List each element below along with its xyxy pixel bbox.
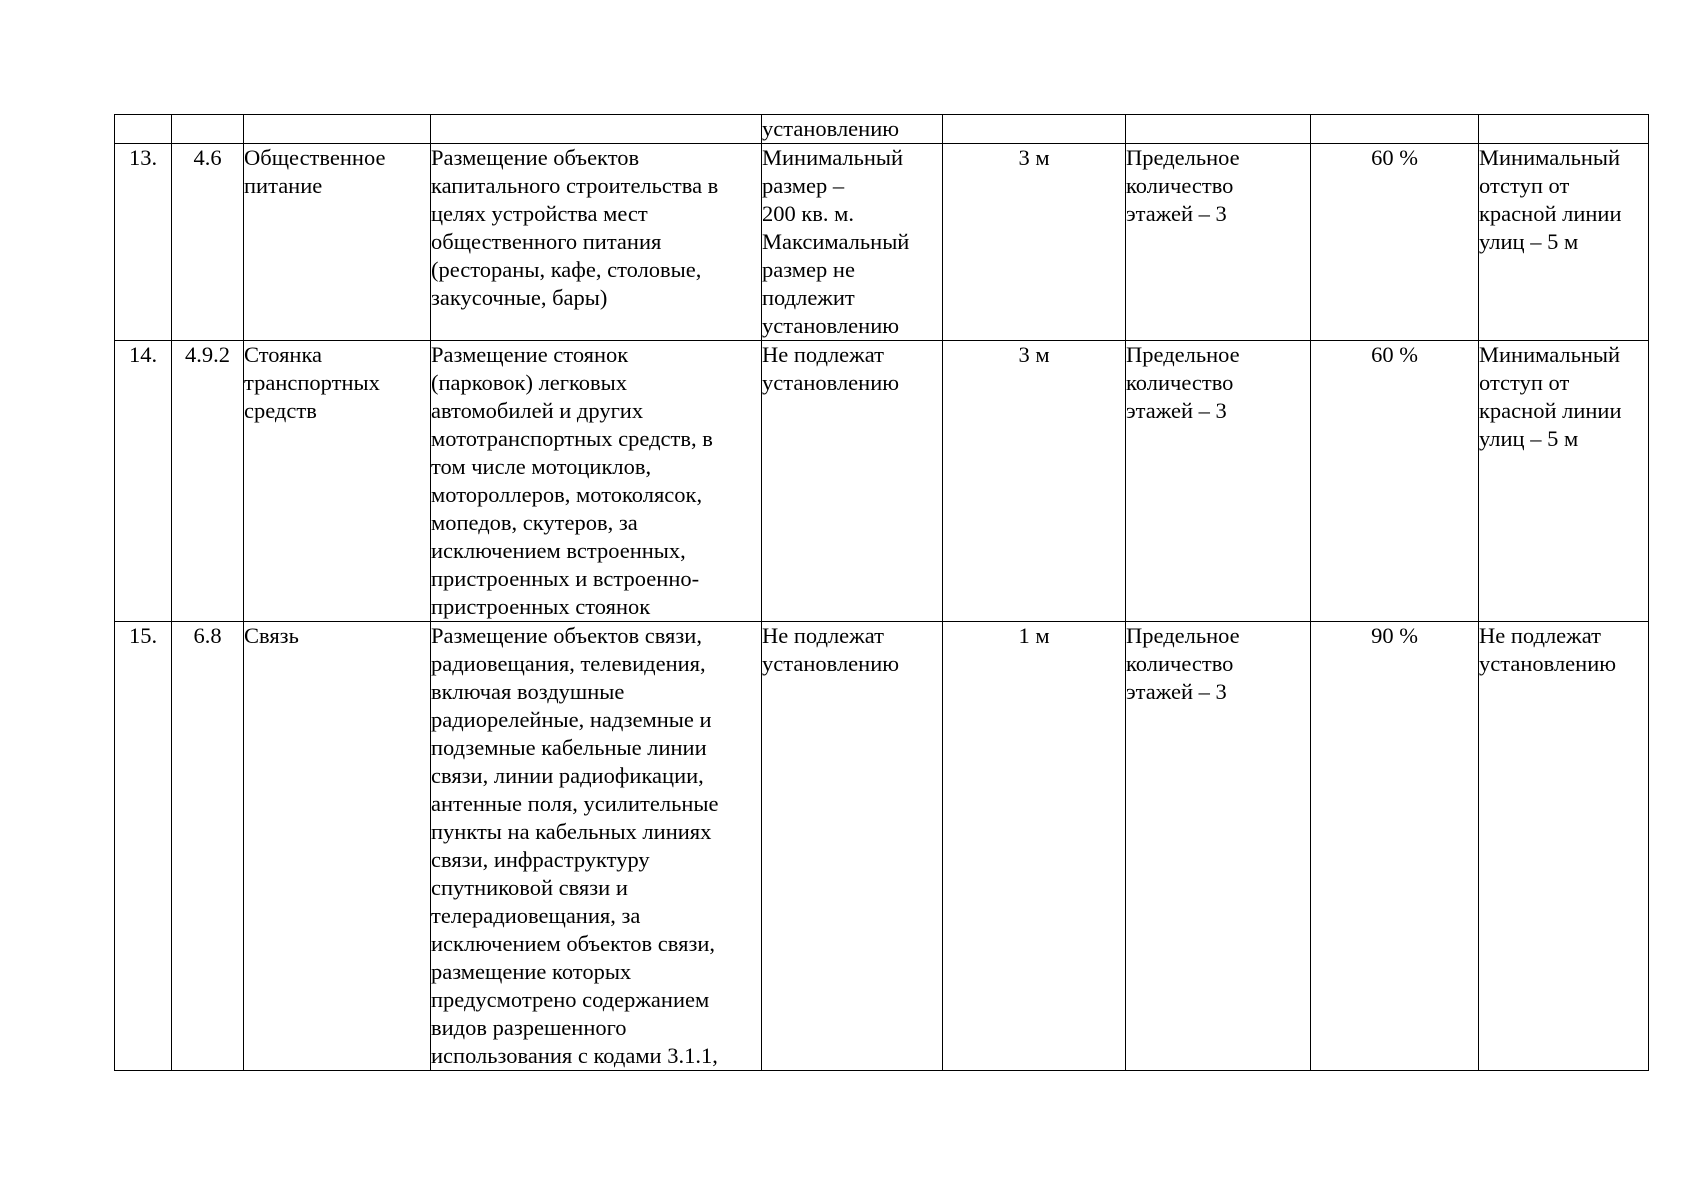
table-row: [115, 622, 1649, 1071]
max-floors: Предельное количество этажей – 3: [1126, 144, 1311, 341]
row-number: 13.: [115, 144, 172, 341]
carryover-cell-restrictions: [1479, 115, 1649, 144]
table-row-carryover: [115, 115, 1649, 144]
max-floors: Предельное количество этажей – 3: [1126, 622, 1311, 1071]
use-name: Стоянка транспортных средств: [244, 341, 431, 622]
use-name: Общественное питание: [244, 144, 431, 341]
use-name: Связь: [244, 622, 431, 1071]
table-row: [115, 341, 1649, 622]
carryover-cell-code: [172, 115, 244, 144]
max-coverage: 60 %: [1311, 341, 1479, 622]
use-code: 6.8: [172, 622, 244, 1071]
plot-size: Не подлежат установлению: [762, 341, 943, 622]
min-setback: 3 м: [943, 341, 1126, 622]
max-coverage: 60 %: [1311, 144, 1479, 341]
carryover-cell-description: [431, 115, 762, 144]
carryover-cell-floors: [1126, 115, 1311, 144]
use-description: Размещение объектов связи, радиовещания, телевидения, включая воздушные радиорелейные, надземные и подземные кабельные линии связи, линии радиофикации, антенные поля, усилительные пункты на кабельных линиях связи, инфраструктуру спутниковой связи и телерадиовещания, за исключением объектов связи, размещение которых предусмотрено содержанием видов разрешенного использования с кодами 3.1.1,: [431, 622, 762, 1071]
use-code: 4.6: [172, 144, 244, 341]
carryover-cell-num: [115, 115, 172, 144]
carryover-cell-plot-size: установлению: [762, 115, 943, 144]
use-description: Размещение стоянок (парковок) легковых автомобилей и других мототранспортных средств, в том числе мотоциклов, мотороллеров, мотоколясок, мопедов, скутеров, за исключением встроенных, пристроенных и встроенно- пристроенных стоянок: [431, 341, 762, 622]
carryover-cell-setback: [943, 115, 1126, 144]
use-description: Размещение объектов капитального строительства в целях устройства мест общественного питания (рестораны, кафе, столовые, закусочные, бары): [431, 144, 762, 341]
row-number: 15.: [115, 622, 172, 1071]
plot-size: Не подлежат установлению: [762, 622, 943, 1071]
restrictions: Минимальный отступ от красной линии улиц – 5 м: [1479, 341, 1649, 622]
restrictions: Не подлежат установлению: [1479, 622, 1649, 1071]
row-number: 14.: [115, 341, 172, 622]
min-setback: 3 м: [943, 144, 1126, 341]
max-coverage: 90 %: [1311, 622, 1479, 1071]
min-setback: 1 м: [943, 622, 1126, 1071]
max-floors: Предельное количество этажей – 3: [1126, 341, 1311, 622]
carryover-cell-coverage: [1311, 115, 1479, 144]
restrictions: Минимальный отступ от красной линии улиц – 5 м: [1479, 144, 1649, 341]
carryover-cell-name: [244, 115, 431, 144]
use-code: 4.9.2: [172, 341, 244, 622]
plot-size: Минимальный размер – 200 кв. м. Максимальный размер не подлежит установлению: [762, 144, 943, 341]
regulations-table: [114, 114, 1649, 1071]
table-row: [115, 144, 1649, 341]
